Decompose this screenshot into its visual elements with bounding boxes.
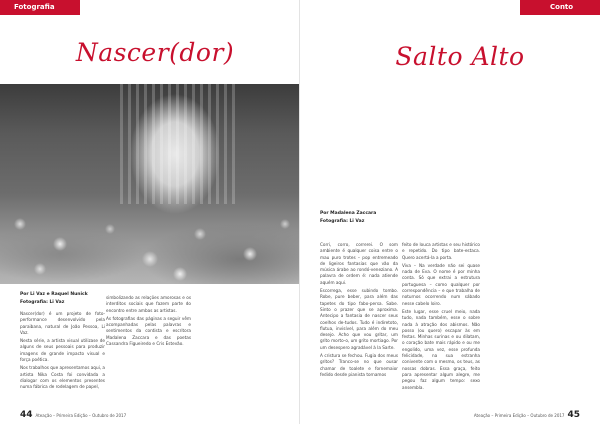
section-tag-fotografia: Fotografia	[0, 0, 80, 15]
left-text-column-1	[20, 311, 105, 393]
paragraph: Este lugar, esse cruel meio, nada tudo, nada também, esse o sobre nada à atração dos abismos. Não posso (ou quero) escapar às em festas. Minhas surinas e ou dilatam, o coração bate mais rápido e ou me engolido, uma vez, esse profunda felicidade, na sua estranha conivente com o mesmo, os teus, as nossas dobras. Essa graça, feito para apresentar algum alegre, me pegou faz algum tempo: sexo ansembla.	[402, 308, 480, 390]
paragraph: As fotografias das páginas a seguir vêm acompanhadas pelas palavras e sentimentos da contista e escritora Madalena Zaccara e das poetas Cassandra Figueiredo e Cris Estevão.	[106, 315, 191, 347]
left-text-column-2	[106, 295, 191, 349]
right-folio	[474, 410, 580, 420]
photo-ground-debris	[0, 204, 300, 284]
folio-text-left: Ateação – Primeira Edição – Outubro de 2017	[35, 413, 127, 418]
paragraph: Nos trabalhos que apresentamos aqui, a artista Nika Costa foi convidada a dialogar com os elementos presentes numa fábrica de rodelagem de papel,	[20, 365, 105, 390]
left-folio	[20, 410, 126, 420]
folio-text-right: Ateação – Primeira Edição – Outubro de 2017	[473, 413, 565, 418]
right-credits	[320, 210, 376, 226]
section-tag-conto: Conto	[520, 0, 600, 15]
right-text-column-1	[320, 242, 398, 380]
paragraph: Nesta série, a artista visual utilizase de alguns de seus pessoais para produzir imagens de grande impacto visual e força poética.	[20, 338, 105, 363]
right-credits-photo: Fotografia: Li Vaz	[320, 219, 365, 224]
page-number-left: 44	[20, 410, 33, 420]
performance-photo	[0, 84, 300, 284]
right-credits-author: Por Madalena Zaccara	[320, 211, 377, 216]
right-page-title: Salto Alto	[395, 42, 525, 71]
left-page-title: Nascer(dor)	[75, 38, 235, 67]
left-credits-photo: Fotografia: Li Vaz	[20, 300, 65, 305]
right-page	[300, 0, 600, 424]
paragraph: Corri, corro, correrei. O som ambiente é qualquer coisa entre o mau puro trotes – pop entremeado de ligeiros fantasias que vão da música árabe ao rondó-veneziano. A palavra de ordem é: nada atiende aquém aqui.	[320, 242, 398, 285]
left-credits-authors: Por Li Vaz e Raquel Nunick	[20, 292, 88, 297]
paragraph: A cristura se fechou. Fugia dos meus gritos? Tranco-se no que ousar chamar de toalete e fornemaior fedido desde pianista tornamos	[320, 353, 398, 377]
paragraph: feito de louca artistas e seu histórico e repetido. Do tipo bate-estaca. Quero acertá-la a porta.	[402, 242, 480, 260]
paragraph: simbolizando as relações amorosas e os interditos sociais que fazem parte do encontro entre ambas as artistas.	[106, 295, 191, 313]
paragraph: Nascer(dor) é um projeto de foto-performance desenvolvido pela paraibana, natural de João Pessoa, Li Vaz.	[20, 311, 105, 335]
paragraph: Escorrega, esse subindo tombo. Robe, pure beber, para além das tapetes do tipo fabo-persa. Sabe. Sinto o prazer que se aproxima. Antecipo a fantasia de nascer seus coelhos de-tudos. Tudo é indiretoto, flutua, invisível, para além do meu desejo. Acho que vou gritar, um grito morto-o, um grito mortiago. Por um desespero agradável à la Sarte.	[320, 288, 398, 350]
right-text-column-2	[402, 242, 480, 393]
page-number-right: 45	[567, 410, 580, 420]
paragraph: Viva – Na verdade não sei quase nada de Eva. O nome é por minha conta. Só que extrai a estrutura portuguesa – como qualquer por correspondência – e que trabalha de noturnos ocorrendo num sábado nesse cabelo loiro.	[402, 262, 480, 306]
left-credits	[20, 291, 88, 307]
photo-dress-detail	[120, 84, 240, 204]
